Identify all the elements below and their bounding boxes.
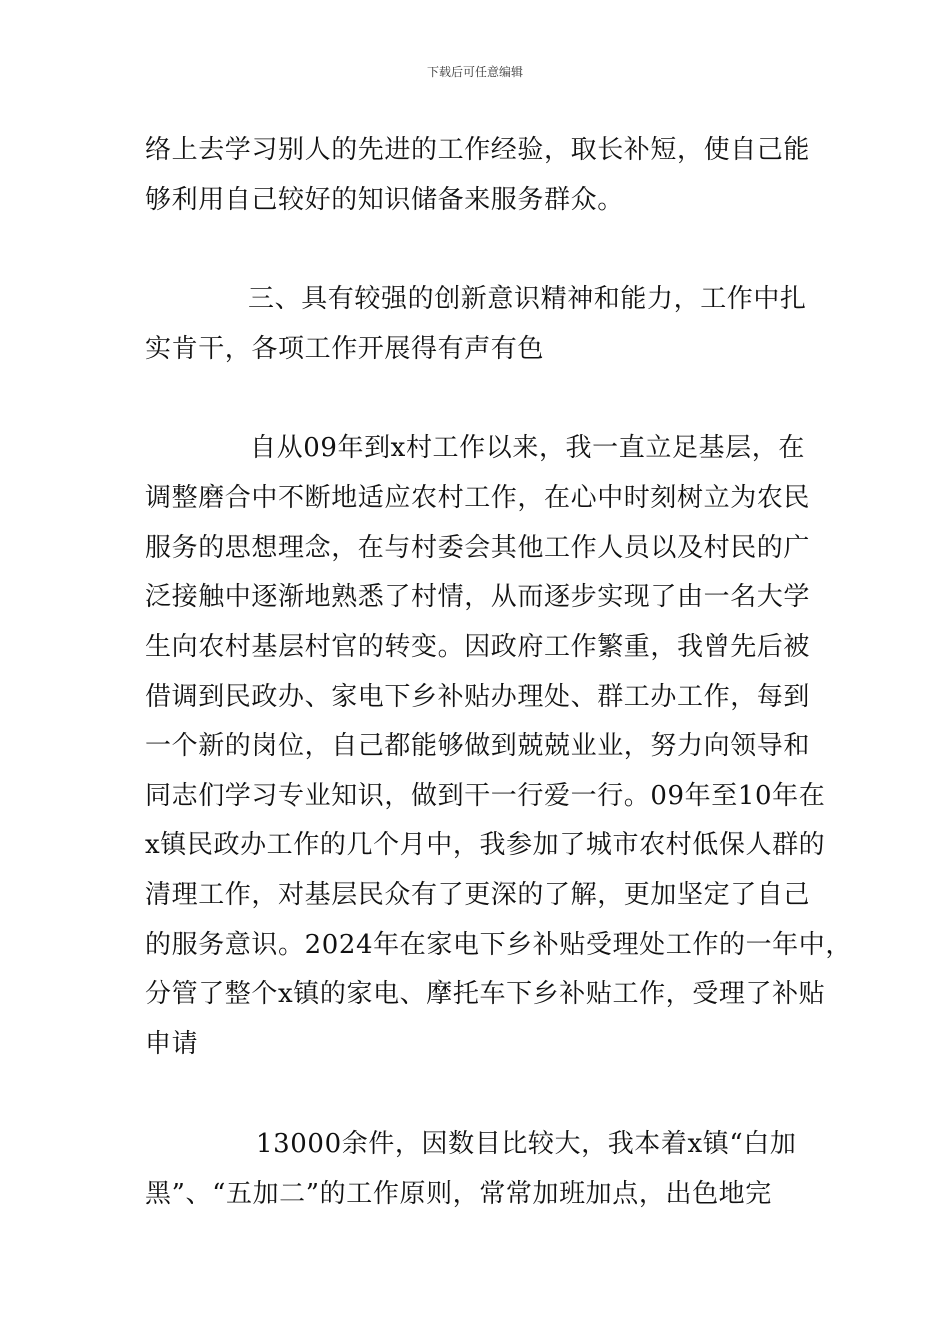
- paragraph-3-line-5: 生向农村基层村官的转变。因政府工作繁重，我曾先后被: [145, 632, 811, 662]
- paragraph-3-line-13: 申请: [145, 1029, 199, 1059]
- paragraph-3-line-3: 服务的思想理念，在与村委会其他工作人员以及村民的广: [145, 533, 811, 563]
- paragraph-3-line-7: 一个新的岗位，自己都能够做到兢兢业业，努力向领导和: [145, 731, 811, 761]
- paragraph-4-line-1: 13000余件，因数目比较大，我本着x镇“白加: [256, 1129, 797, 1159]
- paragraph-3-line-12: 分管了整个x镇的家电、摩托车下乡补贴工作，受理了补贴: [145, 979, 826, 1009]
- paragraph-3-line-11: 的服务意识。2024年在家电下乡补贴受理处工作的一年中，: [145, 930, 852, 960]
- paragraph-3-line-10: 清理工作，对基层民众有了更深的了解，更加坚定了自己: [145, 880, 811, 910]
- paragraph-4-line-2: 黑”、“五加二”的工作原则，常常加班加点，出色地完: [145, 1179, 772, 1209]
- paragraph-1-line-2: 够利用自己较好的知识储备来服务群众。: [145, 185, 624, 215]
- paragraph-3-line-2: 调整磨合中不断地适应农村工作，在心中时刻树立为农民: [145, 483, 811, 513]
- section-heading-line-2: 实肯干，各项工作开展得有声有色: [145, 334, 545, 364]
- page-header: 下载后可任意编辑: [426, 65, 523, 79]
- paragraph-3-line-8: 同志们学习专业知识，做到干一行爱一行。09年至10年在: [145, 781, 826, 811]
- paragraph-3-line-1: 自从09年到x村工作以来，我一直立足基层，在: [250, 433, 805, 463]
- paragraph-3-line-9: x镇民政办工作的几个月中，我参加了城市农村低保人群的: [145, 830, 826, 860]
- paragraph-3-line-4: 泛接触中逐渐地熟悉了村情，从而逐步实现了由一名大学: [145, 582, 811, 612]
- paragraph-1-line-1: 络上去学习别人的先进的工作经验，取长补短，使自己能: [145, 135, 811, 165]
- section-heading-line-1: 三、具有较强的创新意识精神和能力，工作中扎: [248, 284, 807, 314]
- paragraph-3-line-6: 借调到民政办、家电下乡补贴办理处、群工办工作，每到: [145, 682, 811, 712]
